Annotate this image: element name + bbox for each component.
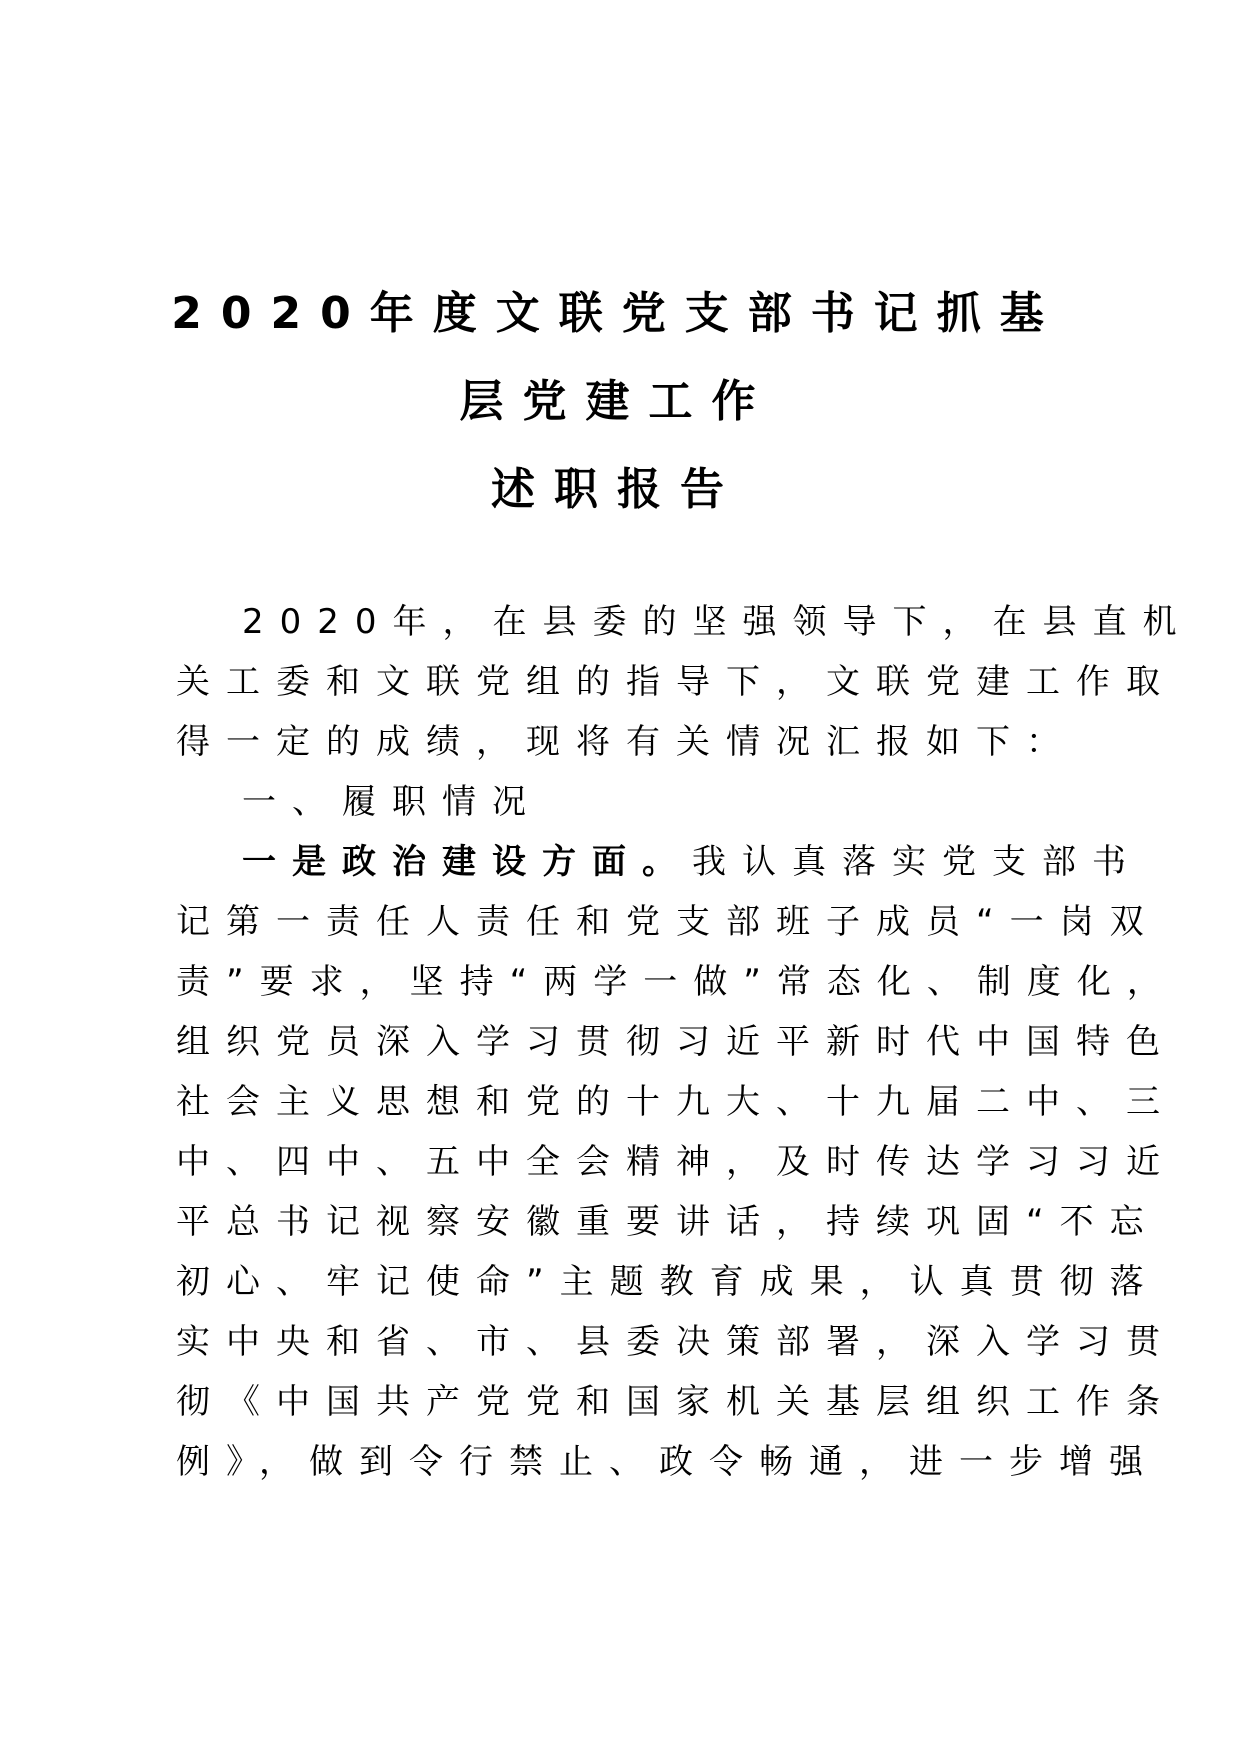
section-heading: 一、履职情况 [242, 782, 542, 822]
report-title [0, 270, 1234, 534]
body-line: 社会主义思想和党的十九大、十九届二中、三 [176, 1082, 1176, 1122]
body-line-text: 我认真落实党支部书 [692, 842, 1142, 882]
body-line: 平总书记视察安徽重要讲话，持续巩固“不忘 [176, 1202, 1160, 1242]
report-body [176, 592, 1193, 1492]
body-line: 记第一责任人责任和党支部班子成员“一岗双 [176, 902, 1160, 942]
body-line: 关工委和文联党组的指导下，文联党建工作取 [176, 662, 1176, 702]
body-line-with-bold-lead [176, 832, 1142, 892]
body-line: 中、四中、五中全会精神，及时传达学习习近 [176, 1142, 1176, 1182]
body-line: 彻《中国共产党党和国家机关基层组织工作条 [176, 1382, 1176, 1422]
title-line-1: 2020年度文联党支部书记抓基 [171, 288, 1063, 339]
bold-lead-phrase: 一是政治建设方面。 [242, 842, 692, 882]
body-line: 责”要求，坚持“两学一做”常态化、制度化， [176, 962, 1177, 1002]
body-line: 2020年，在县委的坚强领导下，在县直机 [242, 602, 1193, 642]
title-line-3: 述职报告 [491, 464, 743, 515]
body-line: 初心、牢记使命”主题教育成果，认真贯彻落 [176, 1262, 1160, 1302]
body-line: 组织党员深入学习贯彻习近平新时代中国特色 [176, 1022, 1176, 1062]
body-line: 得一定的成绩，现将有关情况汇报如下： [176, 722, 1076, 762]
title-line-2: 层党建工作 [459, 376, 775, 427]
body-line: 例》，做到令行禁止、政令畅通，进一步增强 [176, 1442, 1159, 1482]
body-line: 实中央和省、市、县委决策部署，深入学习贯 [176, 1322, 1176, 1362]
